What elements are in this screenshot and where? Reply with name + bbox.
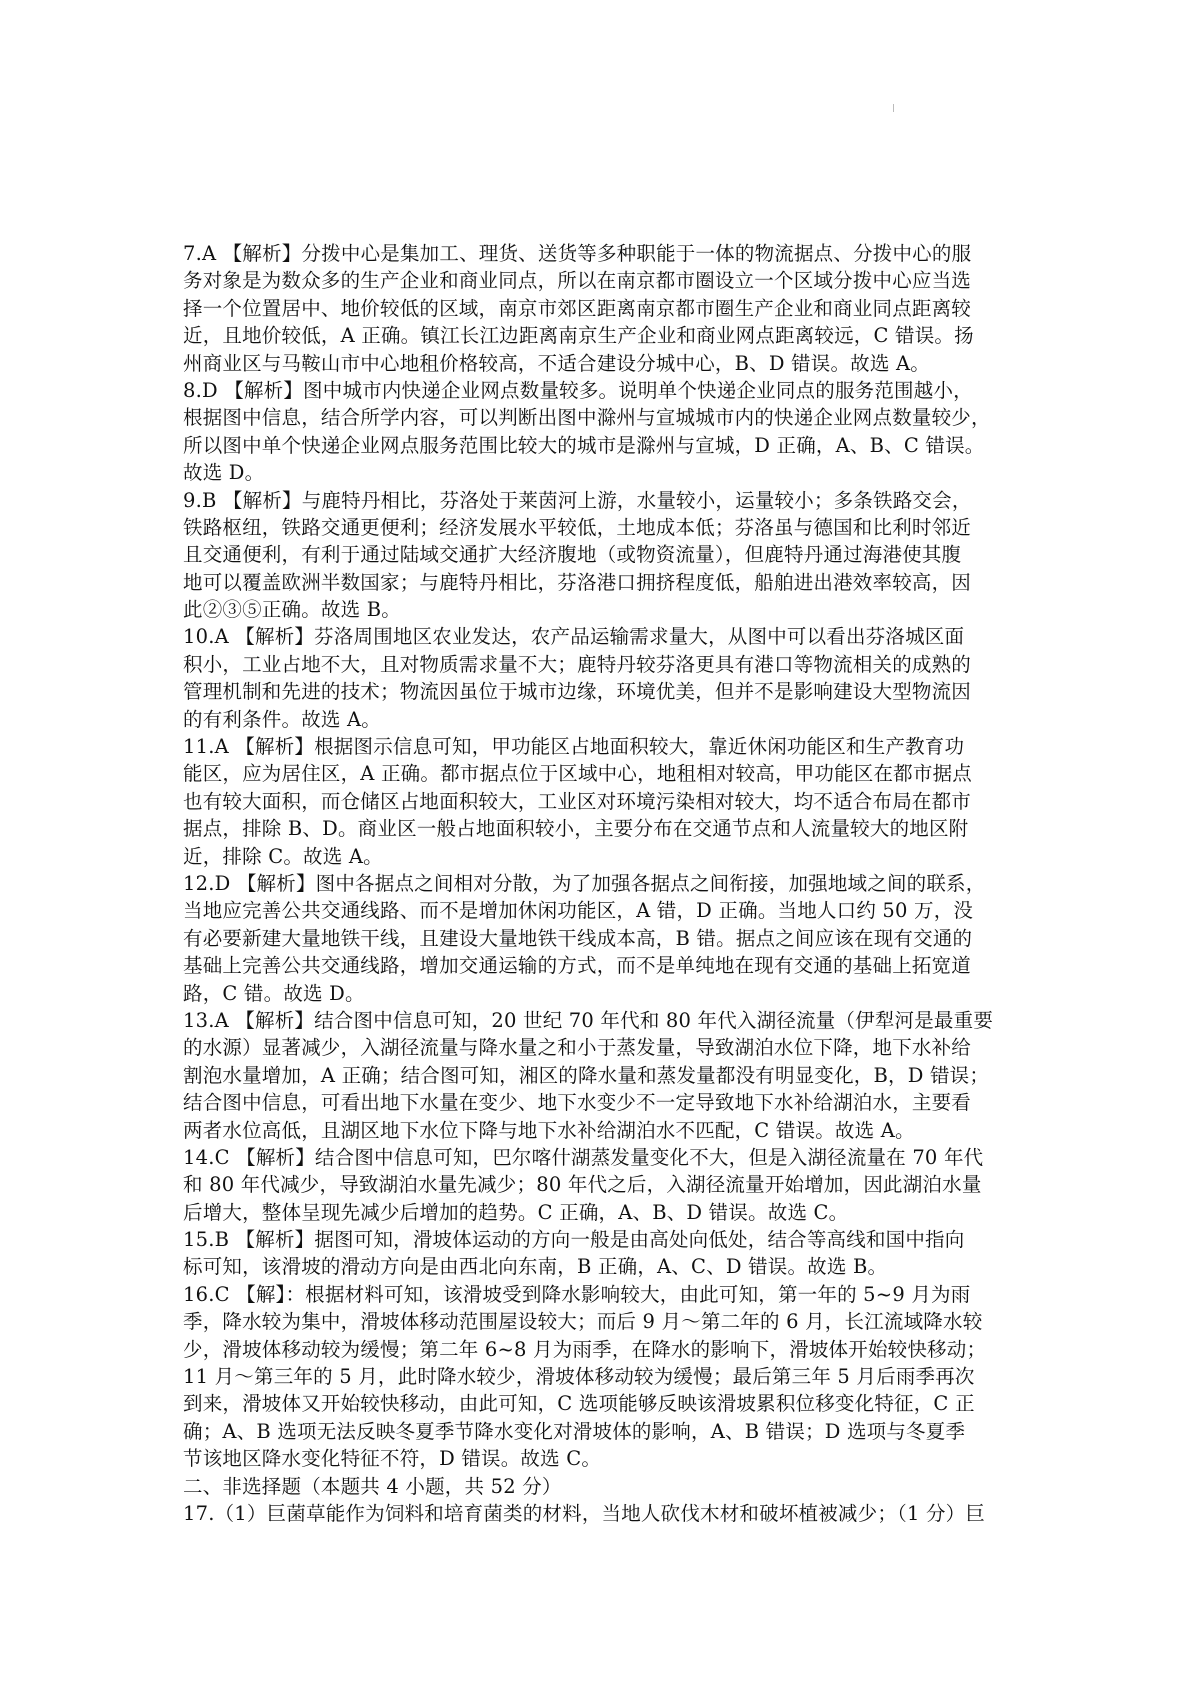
text-line: 能区，应为居住区，A 正确。都市据点位于区域中心，地租相对较高，甲功能区在都市据点 — [183, 762, 972, 786]
text-line: 据点，排除 B、D。商业区一般占地面积较小，主要分布在交通节点和人流量较大的地区附 — [183, 817, 969, 841]
answer-explanations — [183, 240, 1023, 1527]
text-line: 17.（1）巨菌草能作为饲料和培育菌类的材料，当地人砍伐木材和破坏植被减少；（1 分）巨 — [183, 1501, 986, 1525]
text-line: 标可知，该滑坡的滑动方向是由西北向东南，B 正确，A、C、D 错误。故选 B。 — [183, 1255, 888, 1279]
text-line: 8.D 【解析】图中城市内快递企业网点数量较多。说明单个快递企业同点的服务范围越小， — [183, 378, 973, 402]
text-line: 7.A 【解析】分拨中心是集加工、理货、送货等多种职能于一体的物流据点、分拨中心的服 — [183, 242, 972, 265]
text-line: 15.B 【解析】据图可知，滑坡体运动的方向一般是由高处向低处，结合等高线和国中指向 — [183, 1228, 965, 1252]
text-line: 10.A 【解析】芬洛周围地区农业发达，农产品运输需求量大，从图中可以看出芬洛城区面 — [183, 625, 965, 649]
text-line: 16.C 【解】：根据材料可知，该滑坡受到降水影响较大，由此可知，第一年的 5~9 月为雨 — [183, 1282, 971, 1306]
text-line: 9.B 【解析】与鹿特丹相比，芬洛处于莱茵河上游，水量较小，运量较小；多条铁路交会， — [183, 488, 972, 512]
text-line: 近，且地价较低，A 正确。镇江长江边距离南京生产企业和商业网点距离较远，C 错误。扬 — [183, 324, 974, 348]
text-line: 根据图中信息，结合所学内容，可以判断出图中滁州与宣城城市内的快递企业网点数量较少， — [183, 406, 991, 430]
text-line: 13.A 【解析】结合图中信息可知，20 世纪 70 年代和 80 年代入湖径流量（伊犁河是最重要 — [183, 1008, 994, 1032]
text-line: 近，排除 C。故选 A。 — [183, 844, 383, 868]
text-line: 12.D 【解析】图中各据点之间相对分散，为了加强各据点之间衔接，加强地域之间的联系， — [183, 871, 986, 895]
text-line: 后增大，整体呈现先减少后增加的趋势。C 正确，A、B、D 错误。故选 C。 — [183, 1200, 849, 1224]
text-line: 基础上完善公共交通线路，增加交通运输的方式，而不是单纯地在现有交通的基础上拓宽道 — [183, 954, 972, 978]
text-line: 择一个位置居中、地价较低的区域，南京市郊区距离南京都市圈生产企业和商业同点距离较 — [183, 296, 972, 320]
text-line: 二、非选择题（本题共 4 小题，共 52 分） — [183, 1474, 562, 1498]
text-line: 故选 D。 — [183, 461, 265, 485]
text-line: 积小，工业占地不大，且对物质需求量不大；鹿特丹较芬洛更具有港口等物流相关的成熟的 — [183, 652, 972, 676]
text-line: 季，降水较为集中，滑坡体移动范围屋设较大；而后 9 月～第二年的 6 月，长江流域降水较 — [183, 1310, 983, 1334]
text-line: 铁路枢纽，铁路交通更便利；经济发展水平较低，土地成本低；芬洛虽与德国和比利时邻近 — [183, 515, 972, 539]
text-line: 14.C 【解析】结合图中信息可知，巴尔喀什湖蒸发量变化不大，但是入湖径流量在 70 年代 — [183, 1145, 984, 1169]
text-line: 务对象是为数众多的生产企业和商业同点，所以在南京都市圈设立一个区域分拨中心应当选 — [183, 269, 972, 293]
text-line: 结合图中信息，可看出地下水量在变少、地下水变少不一定导致地下水补给湖泊水，主要看 — [183, 1091, 972, 1115]
text-line: 少，滑坡体移动较为缓慢；第二年 6~8 月为雨季，在降水的影响下，滑坡体开始较快移动； — [183, 1337, 987, 1361]
text-line: 州商业区与马鞍山市中心地租价格较高，不适合建设分城中心，B、D 错误。故选 A。 — [183, 351, 930, 375]
text-line: 的有利条件。故选 A。 — [183, 707, 381, 731]
text-line: 有必要新建大量地铁干线，且建设大量地铁干线成本高，B 错。据点之间应该在现有交通的 — [183, 926, 973, 950]
text-line: 两者水位高低，且湖区地下水位下降与地下水补给湖泊水不匹配，C 错误。故选 A。 — [183, 1118, 915, 1142]
text-line: 也有较大面积，而仓储区占地面积较大，工业区对环境污染相对较大，均不适合布局在都市 — [183, 789, 972, 813]
text-line: 所以图中单个快递企业网点服务范围比较大的城市是滁州与宣城，D 正确，A、B、C 错误。 — [183, 433, 985, 457]
text-line: 割泡水量增加，A 正确；结合图可知，湘区的降水量和蒸发量都没有明显变化，B，D 错误； — [183, 1063, 990, 1087]
text-line: 此②③⑤正确。故选 B。 — [183, 598, 401, 622]
text-line: 节该地区降水变化特征不符，D 错误。故选 C。 — [183, 1447, 602, 1471]
text-line: 到来，滑坡体又开始较快移动，由此可知，C 选项能够反映该滑坡累积位移变化特征，C 正 — [183, 1392, 975, 1416]
text-line: 当地应完善公共交通线路、而不是增加休闲功能区，A 错，D 正确。当地人口约 50 万，没 — [183, 899, 974, 923]
scan-mark — [893, 104, 897, 112]
text-line: 的水源）显著减少，入湖径流量与降水量之和小于蒸发量，导致湖泊水位下降，地下水补给 — [183, 1036, 972, 1060]
text-line: 地可以覆盖欧洲半数国家；与鹿特丹相比，芬洛港口拥挤程度低，船舶进出港效率较高，因 — [183, 570, 972, 594]
text-line: 管理机制和先进的技术；物流因虽位于城市边缘，环境优美，但并不是影响建设大型物流因 — [183, 680, 972, 704]
text-line: 且交通便利，有利于通过陆域交通扩大经济腹地（或物资流量），但鹿特丹通过海港使其腹 — [183, 543, 962, 567]
text-line: 11 月～第三年的 5 月，此时降水较少，滑坡体移动较为缓慢；最后第三年 5 月后雨季再次 — [183, 1365, 975, 1389]
text-line: 和 80 年代减少，导致湖泊水量先减少；80 年代之后，入湖径流量开始增加，因此湖泊水量 — [183, 1173, 982, 1197]
text-line: 确；A、B 选项无法反映冬夏季节降水变化对滑坡体的影响，A、B 错误；D 选项与冬夏季 — [183, 1419, 966, 1443]
text-line: 路，C 错。故选 D。 — [183, 981, 365, 1005]
text-line: 11.A 【解析】根据图示信息可知，甲功能区占地面积较大，靠近休闲功能区和生产教育功 — [183, 735, 965, 759]
